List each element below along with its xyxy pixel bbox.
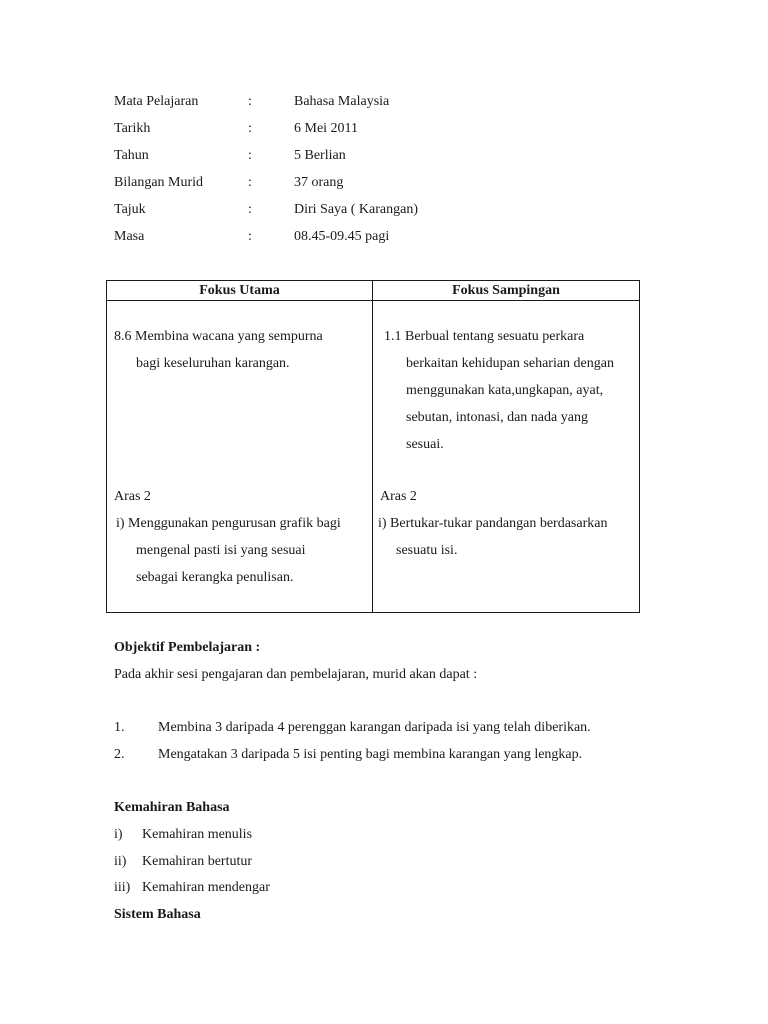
objektif-intro: Pada akhir sesi pengajaran dan pembelajaran, murid akan dapat : <box>114 667 478 682</box>
info-label: Mata Pelajaran <box>114 94 199 109</box>
kemahiran-item-text: Kemahiran mendengar <box>142 880 270 895</box>
left-fokus-line: 8.6 Membina wacana yang sempurna <box>114 329 323 344</box>
table-column-divider <box>372 281 373 612</box>
info-colon: : <box>248 229 252 244</box>
kemahiran-item-number: i) <box>114 827 123 842</box>
header-fokus-utama: Fokus Utama <box>199 283 280 298</box>
kemahiran-item-number: iii) <box>114 880 131 895</box>
info-colon: : <box>248 202 252 217</box>
info-value: 6 Mei 2011 <box>294 121 359 136</box>
left-item-line: i) Menggunakan pengurusan grafik bagi <box>116 516 341 531</box>
right-item-line: sesuatu isi. <box>396 543 458 558</box>
info-value: 08.45-09.45 pagi <box>294 229 390 244</box>
fokus-table <box>106 280 640 613</box>
objektif-item-number: 1. <box>114 720 125 735</box>
kemahiran-item-number: ii) <box>114 854 127 869</box>
kemahiran-item-text: Kemahiran bertutur <box>142 854 253 869</box>
left-item-line: mengenal pasti isi yang sesuai <box>136 543 306 558</box>
info-label: Tahun <box>114 148 149 163</box>
sistem-heading: Sistem Bahasa <box>114 907 201 922</box>
left-item-line: sebagai kerangka penulisan. <box>136 570 294 585</box>
info-colon: : <box>248 121 252 136</box>
objektif-heading: Objektif Pembelajaran : <box>114 640 261 655</box>
info-label: Tajuk <box>114 202 146 217</box>
info-label: Bilangan Murid <box>114 175 204 190</box>
header-fokus-sampingan: Fokus Sampingan <box>452 283 560 298</box>
right-fokus-line: sesuai. <box>406 437 444 452</box>
right-fokus-line: sebutan, intonasi, dan nada yang <box>406 410 588 425</box>
info-label: Masa <box>114 229 145 244</box>
info-colon: : <box>248 148 252 163</box>
left-fokus-line: bagi keseluruhan karangan. <box>136 356 290 371</box>
objektif-item-text: Mengatakan 3 daripada 5 isi penting bagi membina karangan yang lengkap. <box>158 747 583 762</box>
objektif-item-number: 2. <box>114 747 125 762</box>
info-value: Bahasa Malaysia <box>294 94 390 109</box>
info-label: Tarikh <box>114 121 151 136</box>
left-aras-label: Aras 2 <box>114 489 151 504</box>
right-item-line: i) Bertukar-tukar pandangan berdasarkan <box>378 516 608 531</box>
right-aras-label: Aras 2 <box>380 489 417 504</box>
kemahiran-item-text: Kemahiran menulis <box>142 827 253 842</box>
info-value: 37 orang <box>294 175 344 190</box>
kemahiran-heading: Kemahiran Bahasa <box>114 800 230 815</box>
right-fokus-line: menggunakan kata,ungkapan, ayat, <box>406 383 604 398</box>
info-colon: : <box>248 94 252 109</box>
info-value: 5 Berlian <box>294 148 346 163</box>
info-value: Diri Saya ( Karangan) <box>294 202 419 217</box>
right-fokus-line: 1.1 Berbual tentang sesuatu perkara <box>384 329 585 344</box>
info-colon: : <box>248 175 252 190</box>
right-fokus-line: berkaitan kehidupan seharian dengan <box>406 356 614 371</box>
objektif-item-text: Membina 3 daripada 4 perenggan karangan daripada isi yang telah diberikan. <box>158 720 591 735</box>
table-header-divider <box>107 300 639 301</box>
